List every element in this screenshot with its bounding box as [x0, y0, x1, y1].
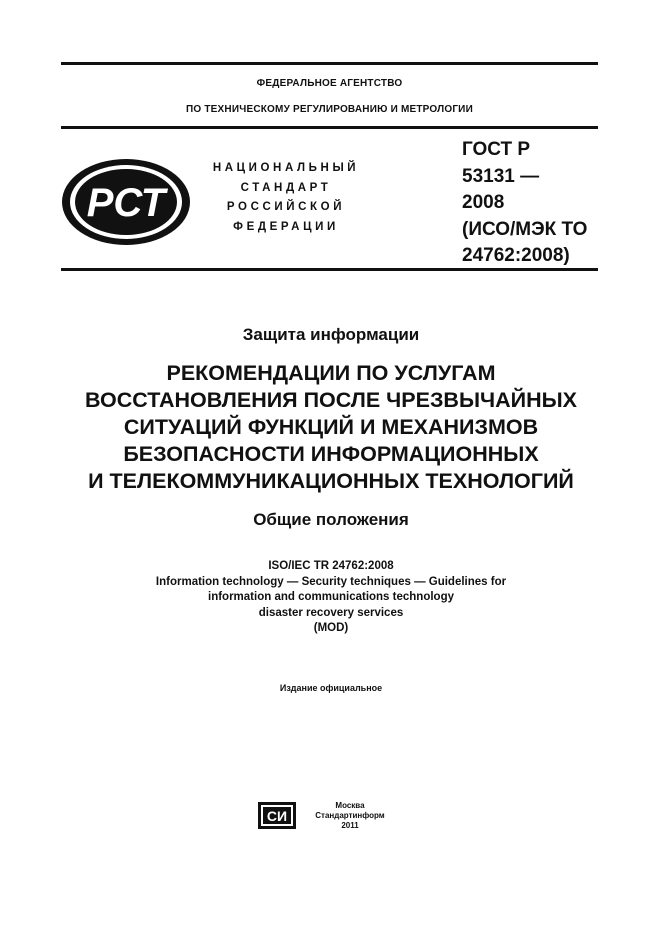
rst-logo-text: РСТ: [86, 181, 166, 225]
title-line: СИТУАЦИЙ ФУНКЦИЙ И МЕХАНИЗМОВ: [123, 415, 539, 439]
standartinform-logo-icon: [258, 802, 296, 829]
header-middle-rule: [61, 126, 598, 129]
title-line: ВОССТАНОВЛЕНИЯ ПОСЛЕ ЧРЕЗВЫЧАЙНЫХ: [84, 388, 577, 412]
iso-line: ISO/IEC TR 24762:2008: [268, 560, 394, 572]
publisher-logo-text: СИ: [266, 808, 288, 824]
publication-year: 2011: [341, 821, 359, 830]
document-title: [0, 360, 662, 495]
national-standard-line: ФЕДЕРАЦИИ: [233, 220, 339, 233]
standard-designation: [462, 137, 587, 270]
agency-name-line-2: ПО ТЕХНИЧЕСКОМУ РЕГУЛИРОВАНИЮ И МЕТРОЛОГИИ: [186, 104, 473, 115]
designation-line: ГОСТ Р: [462, 139, 531, 160]
publisher-city: Москва: [335, 801, 365, 810]
iso-line: Information technology — Security techniques — Guidelines for: [155, 575, 507, 588]
document-subject: Защита информации: [242, 325, 420, 344]
designation-line: 2008: [462, 192, 505, 213]
title-line: БЕЗОПАСНОСТИ ИНФОРМАЦИОННЫХ: [123, 442, 539, 466]
iso-reference: [0, 559, 662, 637]
header-bottom-rule: [61, 268, 598, 271]
iso-line: (MOD): [313, 622, 349, 635]
designation-line: 53131 —: [462, 165, 540, 187]
title-line: И ТЕЛЕКОММУНИКАЦИОННЫХ ТЕХНОЛОГИЙ: [88, 469, 574, 493]
edition-note: Издание официальное: [279, 683, 383, 693]
iso-line: information and communications technology: [208, 591, 454, 604]
national-standard-line: РОССИЙСКОЙ: [226, 201, 346, 213]
rst-certification-mark-icon: [60, 157, 192, 247]
title-line: РЕКОМЕНДАЦИИ ПО УСЛУГАМ: [166, 361, 496, 385]
national-standard-label: [200, 159, 372, 237]
national-standard-line: СТАНДАРТ: [240, 181, 332, 194]
designation-line: (ИСО/МЭК ТО: [462, 218, 588, 240]
designation-line: 24762:2008): [462, 245, 570, 266]
agency-name-line-1: ФЕДЕРАЛЬНОЕ АГЕНТСТВО: [256, 78, 403, 89]
iso-line: disaster recovery services: [258, 606, 404, 619]
document-subtitle: Общие положения: [253, 510, 409, 529]
national-standard-line: НАЦИОНАЛЬНЫЙ: [212, 162, 360, 174]
header-top-rule: [61, 62, 598, 65]
publisher-imprint: [302, 801, 398, 831]
publisher-name: Стандартинформ: [315, 811, 385, 820]
